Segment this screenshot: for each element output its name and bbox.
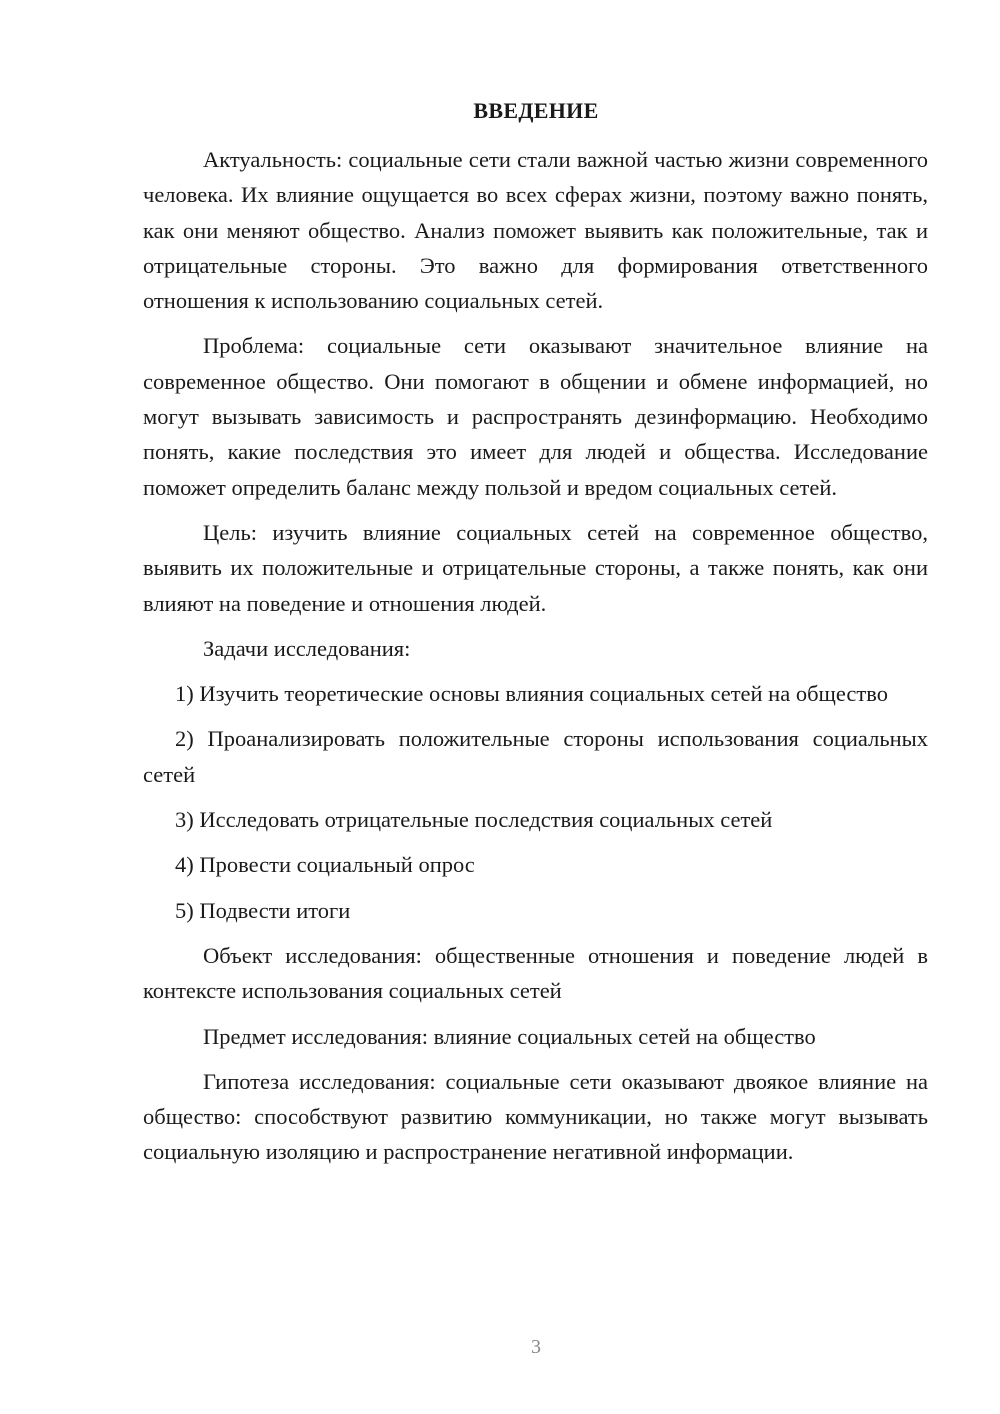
paragraph-hypothesis: Гипотеза исследования: социальные сети оказывают двоякое влияние на общество: способствуют развитию коммуникации, но также могут вызывать социальную изоляцию и распространение негативной информации. xyxy=(143,1068,928,1165)
paragraph-relevance: Актуальность: социальные сети стали важной частью жизни современного человека. Их влияние ощущается во всех сферах жизни, поэтому важно понять, как они меняют общество. Анализ поможет выявить как положительные, так и отрицательные стороны. Это важно для формирования ответственного отношения к использованию социальных сетей. xyxy=(143,147,928,314)
paragraph-tasks-heading: Задачи исследования: xyxy=(203,635,411,661)
task-item-5: 5) Подвести итоги xyxy=(175,897,351,923)
paragraph-problem: Проблема: социальные сети оказывают значительное влияние на современное общество. Они помогают в общении и обмене информацией, но могут вызывать зависимость и распространять дезинформацию. Необходимо понять, какие последствия это имеет для людей и общества. Исследование поможет определить баланс между пользой и вредом социальных сетей. xyxy=(143,333,928,500)
paragraph-goal: Цель: изучить влияние социальных сетей на современное общество, выявить их положительные и отрицательные стороны, а также понять, как они влияют на поведение и отношения людей. xyxy=(143,519,928,616)
document-body xyxy=(143,142,928,1180)
task-item-1: 1) Изучить теоретические основы влияния социальных сетей на общество xyxy=(175,681,888,707)
task-item-2: 2) Проанализировать положительные стороны использования социальных сетей xyxy=(143,726,928,787)
task-item-3: 3) Исследовать отрицательные последствия социальных сетей xyxy=(175,807,773,833)
task-item-4: 4) Провести социальный опрос xyxy=(175,852,475,878)
section-heading: ВВЕДЕНИЕ xyxy=(473,98,599,123)
paragraph-subject: Предмет исследования: влияние социальных сетей на общество xyxy=(203,1023,816,1049)
page-number: 3 xyxy=(531,1336,541,1358)
paragraph-object: Объект исследования: общественные отношения и поведение людей в контексте использования социальных сетей xyxy=(143,942,928,1004)
